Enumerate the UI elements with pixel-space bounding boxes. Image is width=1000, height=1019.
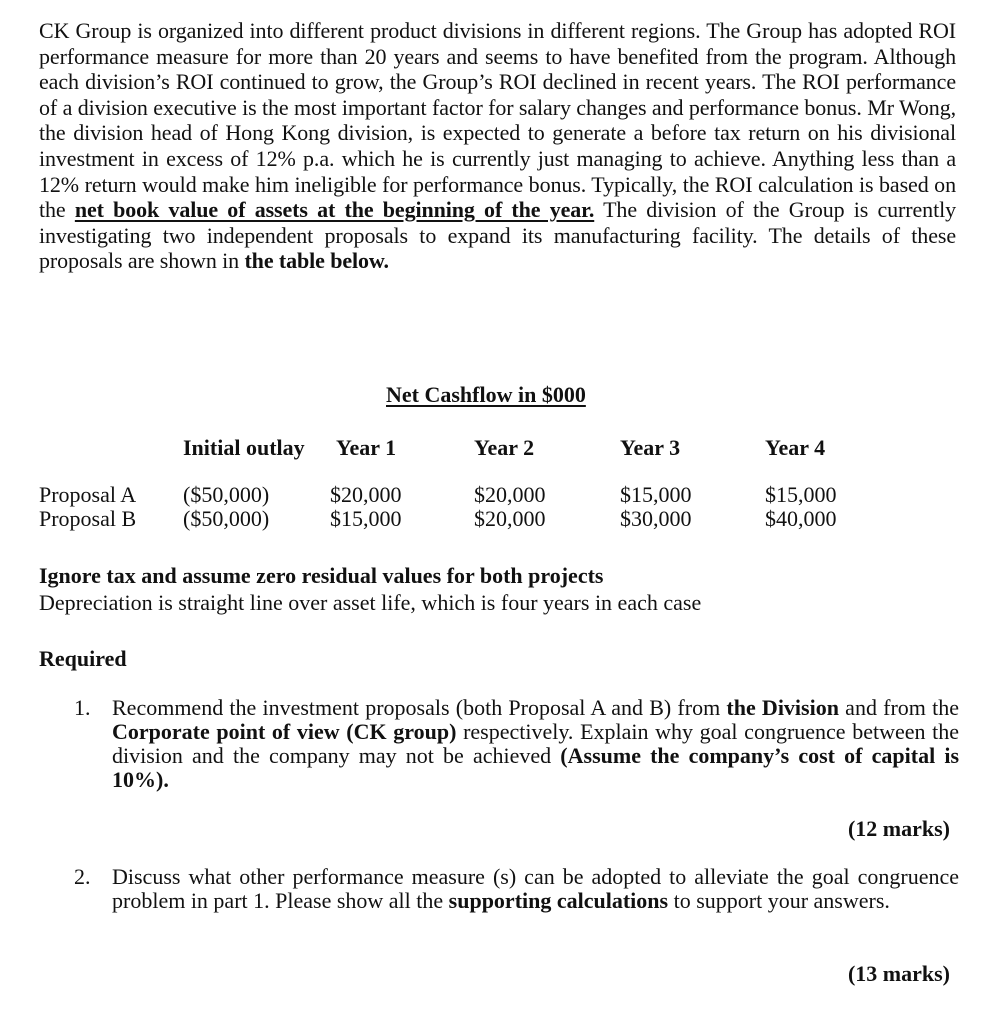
q1-bold-cost-of-capital: (Assume the company’s cost of capital is 10%).: [112, 743, 960, 792]
intro-text-2: The division of the Group is currently investigating two independent proposals to expand its manufacturing facility. The details of these proposals are shown in: [39, 197, 957, 274]
assumptions-notes: [39, 562, 701, 616]
note-tax: Ignore tax and assume zero residual values for both projects: [39, 563, 604, 588]
q1-text-1: Recommend the investment proposals (both Proposal A and B) from: [112, 695, 727, 720]
question-number: 1.: [74, 695, 91, 720]
header-initial-outlay: Initial outlay: [183, 435, 305, 460]
cell-year-2: $20,000: [474, 482, 546, 507]
required-heading: Required: [39, 646, 127, 671]
cell-initial-outlay: ($50,000): [183, 482, 270, 507]
intro-table-reference: the table below.: [244, 248, 389, 274]
cell-initial-outlay: ($50,000): [183, 506, 270, 531]
q2-bold-supporting-calculations: supporting calculations: [448, 888, 669, 913]
cell-year-1: $20,000: [330, 482, 402, 507]
cell-year-1: $15,000: [330, 506, 402, 531]
question-text: [112, 696, 959, 792]
question-number: 2.: [74, 864, 91, 889]
question-text: [112, 865, 959, 913]
table-title: Net Cashflow in $000: [386, 382, 586, 407]
q2-text-2: to support your answers.: [668, 888, 890, 913]
note-depreciation: Depreciation is straight line over asset life, which is four years in each case: [39, 590, 702, 615]
q1-bold-corporate: Corporate point of view (CK group): [112, 719, 457, 744]
intro-text-1: CK Group is organized into different product divisions in different regions. The Group has adopted ROI performance measure for more than 20 years and seems to have benefited from the program. Although each division’s ROI continued to grow, the Group’s ROI declined in recent years. The ROI performance of a division executive is the most important factor for salary changes and performance bonus. Mr Wong, the division head of Hong Kong division, is expected to generate a before tax return on his divisional investment in excess of 12% p.a. which he is currently just managing to achieve. Anything less than a 12% return would make him ineligible for performance bonus. Typically, the ROI calculation is based on the: [39, 18, 956, 223]
question-1-marks: (12 marks): [847, 816, 950, 841]
question-2: [74, 865, 959, 913]
cell-year-4: $40,000: [765, 506, 837, 531]
row-label: Proposal B: [39, 506, 137, 531]
row-label: Proposal A: [39, 482, 137, 507]
q1-text-3: respectively. Explain why goal congruence between the division and the company may not be achieved: [112, 719, 960, 768]
header-year-3: Year 3: [620, 435, 681, 460]
cell-year-3: $30,000: [620, 506, 692, 531]
question-1: [74, 696, 959, 792]
q1-text-2: and from the: [838, 695, 959, 720]
case-introduction: [39, 18, 956, 274]
cell-year-4: $15,000: [765, 482, 837, 507]
q1-bold-division: the Division: [726, 695, 839, 720]
q2-text-1: Discuss what other performance measure (s) can be adopted to alleviate the goal congruence problem in part 1. Please show all the: [112, 864, 959, 913]
intro-emphasis-net-book-value: net book value of assets at the beginning of the year.: [74, 197, 595, 223]
header-year-4: Year 4: [765, 435, 826, 460]
cell-year-2: $20,000: [474, 506, 546, 531]
question-2-marks: (13 marks): [847, 961, 950, 986]
cell-year-3: $15,000: [620, 482, 692, 507]
header-year-2: Year 2: [474, 435, 535, 460]
header-year-1: Year 1: [336, 435, 397, 460]
